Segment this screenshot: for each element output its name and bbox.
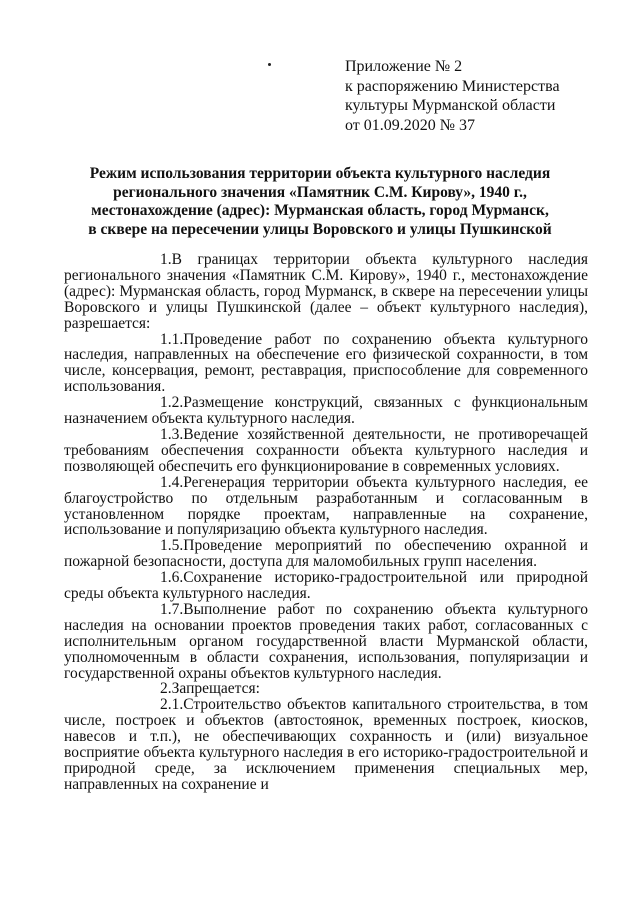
paragraph-1-5 [64,538,588,570]
paragraph-text: Строительство объектов капитального строительства, в том числе, построек и объектов (автостоянок, временных построек, киосков, навесов и т.п.), не обеспечивающих сохранность и (или) визуальное восприятие объекта культурного наследия в его историко-градостроительной и природной среде, за исключением применения специальных мер, направленных на сохранение и [64,696,588,793]
document-body [64,252,588,793]
paragraph-text: Проведение мероприятий по обеспечению охранной и пожарной безопасности, доступа для маломобильных групп населения. [64,537,588,571]
paragraph-number: 1.6. [160,569,184,587]
paragraph-1-2 [64,395,588,427]
paragraph-1-3 [64,427,588,475]
paragraph-2-1 [64,697,588,792]
paragraph-number: 1. [160,251,172,268]
paragraph-text: Ведение хозяйственной деятельности, не противоречащей требованиям обеспечения сохранности объекта культурного наследия и позволяющей обеспечить его функционирование в современных условиях. [64,425,588,475]
paragraph-text: Запрещается: [171,680,260,698]
title-line: регионального значения «Памятник С.М. Кирову», 1940 г., [113,183,527,201]
paragraph-2 [64,681,588,697]
paragraph-number: 1.7. [160,600,184,618]
paragraph-number: 1.2. [160,394,184,412]
appendix-header [345,57,615,135]
title-line: местонахождение (адрес): Мурманская область, город Мурманск, [91,202,549,219]
paragraph-number: 1.4. [160,473,184,491]
paragraph-text: В границах территории объекта культурного наследия регионального значения «Памятник С.М. Кирову», 1940 г., местонахождение (адрес): Мурманская область, город Мурманск, в сквере на пересечении улицы Воровского и улицы Пушкинской (далее – объект культурного наследия), разрешается: [64,251,588,332]
appendix-line: культуры Мурманской области [345,97,556,114]
appendix-line: к распоряжению Министерства [345,77,560,95]
appendix-line: Приложение № 2 [345,58,463,75]
title-line: в сквере на пересечении улицы Воровского и улицы Пушкинской [88,220,552,238]
document-title [70,165,570,239]
appendix-line: от 01.09.2020 № 37 [345,116,476,134]
paragraph-number: 2.1. [160,696,184,714]
paragraph-number: 1.5. [160,537,184,555]
paragraph-1-6 [64,570,588,602]
paragraph-1-1 [64,332,588,396]
title-line: Режим использования территории объекта культурного наследия [89,165,551,182]
paragraph-1-4 [64,475,588,539]
paragraph-text: Сохранение историко-градостроительной или природной среды объекта культурного наследия. [64,569,588,603]
paragraph-text: Проведение работ по сохранению объекта культурного наследия, направленных на обеспечение его физической сохранности, в том числе, консервация, ремонт, реставрация, приспособление для современного использования. [64,330,588,396]
paragraph-1-7 [64,602,588,682]
paragraph-number: 1.1. [160,330,184,348]
paragraph-1 [64,252,588,332]
paragraph-text: Размещение конструкций, связанных с функциональным назначением объекта культурного наследия. [64,394,588,428]
scan-dot-mark [268,63,271,66]
paragraph-number: 2. [160,680,172,698]
paragraph-text: Выполнение работ по сохранению объекта культурного наследия на основании проектов проведения таких работ, согласованных с исполнительным органом государственной власти Мурманской области, уполномоченным в области сохранения, использования, популяризации и государственной охраны объектов культурного наследия. [64,600,588,682]
paragraph-number: 1.3. [160,425,184,443]
paragraph-text: Регенерация территории объекта культурного наследия, ее благоустройство по отдельным разработанным и согласованным в установленном порядке проектам, направленные на сохранение, использование и популяризацию объекта культурного наследия. [64,473,588,539]
